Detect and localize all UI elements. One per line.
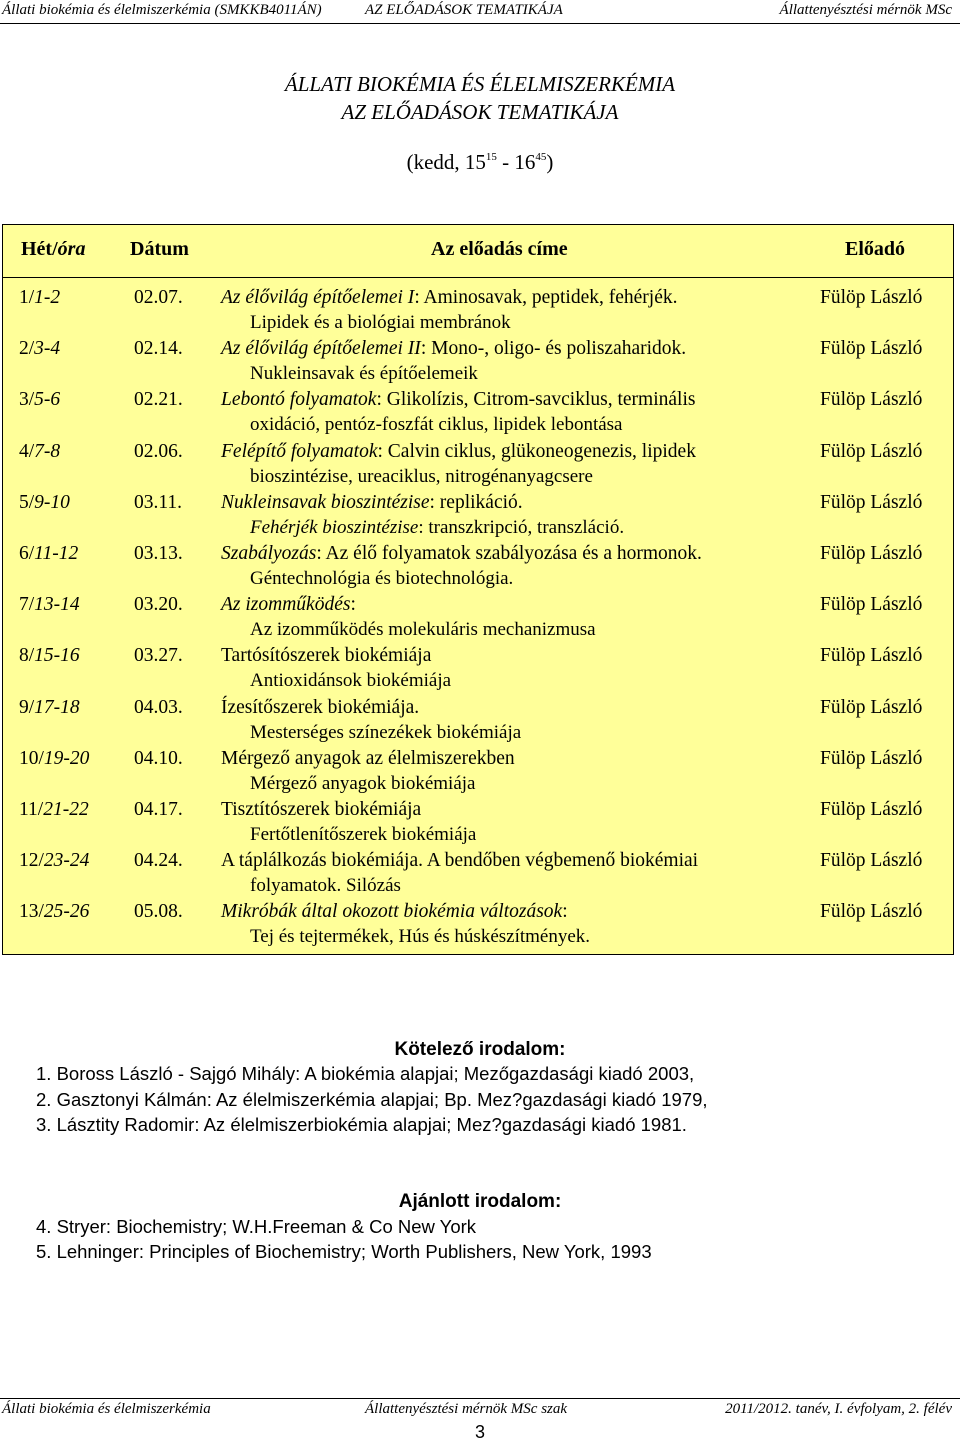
table-row <box>3 748 953 799</box>
cell-title-line2: Antioxidánsok biokémiája <box>250 670 452 692</box>
header-presenter: Előadó <box>845 238 906 260</box>
table-row <box>3 287 953 338</box>
cell-title-line1: Mérgező anyagok az élelmiszerekben <box>221 747 515 769</box>
header-title: Az előadás címe <box>431 238 568 260</box>
table-row <box>3 697 953 748</box>
header-center: AZ ELŐADÁSOK TEMATIKÁJA <box>365 2 563 18</box>
cell-title-line1: A táplálkozás biokémiája. A bendőben végbemenő biokémiai <box>221 850 699 872</box>
cell-date: 02.21. <box>134 389 183 411</box>
cell-title-line1: Tartósítószerek biokémiája <box>221 645 432 667</box>
cell-title-line2: Az izomműködés molekuláris mechanizmusa <box>250 619 596 641</box>
time-sup-end: 45 <box>535 151 547 163</box>
cell-title-line1: Mikróbák által okozott biokémia változások: <box>221 901 568 923</box>
header-het: Hét/óra <box>21 238 86 260</box>
cell-presenter: Fülöp László <box>820 287 923 308</box>
header-right: Állattenyésztési mérnök MSc <box>779 2 952 18</box>
document-title-line1: ÁLLATI BIOKÉMIA ÉS ÉLELMISZERKÉMIA <box>284 72 676 96</box>
table-row <box>3 594 953 645</box>
table-row <box>3 850 953 901</box>
footer-rule <box>0 1398 960 1399</box>
cell-title-line1: Tisztítószerek biokémiája <box>221 799 422 820</box>
cell-het: 7/13-14 <box>19 594 80 616</box>
required-literature-item: 3. Lásztity Radomir: Az élelmiszerbiokémia alapjai; Mez?gazdasági kiadó 1981. <box>36 1114 687 1135</box>
cell-title-line2: Géntechnológia és biotechnológia. <box>250 568 514 589</box>
table-header <box>3 225 953 278</box>
table-row <box>3 492 953 543</box>
cell-date: 03.27. <box>134 645 183 667</box>
cell-het: 10/19-20 <box>19 747 90 769</box>
cell-het: 4/7-8 <box>19 440 61 462</box>
cell-het: 12/23-24 <box>19 850 90 872</box>
cell-title-line1: Felépítő folyamatok: Calvin ciklus, glükoneogenezis, lipidek <box>221 440 696 462</box>
table-row <box>3 799 953 850</box>
cell-title-line2: Nukleinsavak és építőelemeik <box>250 363 478 385</box>
cell-het: 11/21-22 <box>19 799 89 820</box>
cell-het: 5/9-10 <box>19 491 70 513</box>
header-left: Állati biokémia és élelmiszerkémia (SMKKB4011ÁN) <box>2 2 322 18</box>
cell-title-line2: oxidáció, pentóz-foszfát ciklus, lipidek lebontása <box>250 414 623 436</box>
cell-date: 03.13. <box>134 543 183 564</box>
cell-presenter: Fülöp László <box>820 389 923 411</box>
cell-title-line1: Az élővilág építőelemei II: Mono-, oligo- és poliszaharidok. <box>221 338 687 360</box>
cell-presenter: Fülöp László <box>820 901 923 923</box>
cell-title-line2: Tej és tejtermékek, Hús és húskészítmények. <box>250 926 591 948</box>
cell-date: 03.11. <box>134 491 183 513</box>
table-row <box>3 441 953 492</box>
cell-date: 04.10. <box>134 747 183 769</box>
recommended-literature-heading: Ajánlott irodalom: <box>398 1191 562 1212</box>
cell-title-line1: Az élővilág építőelemei I: Aminosavak, peptidek, fehérjék. <box>221 287 678 308</box>
cell-title-line2: Fehérjék bioszintézise: transzkripció, transzláció. <box>250 516 625 538</box>
cell-title-line1: Nukleinsavak bioszintézise: replikáció. <box>221 491 523 513</box>
cell-date: 04.17. <box>134 799 183 820</box>
recommended-literature-item: 4. Stryer: Biochemistry; W.H.Freeman & Co New York <box>36 1216 477 1237</box>
cell-title-line1: Az izomműködés: <box>221 594 356 616</box>
cell-date: 02.06. <box>134 440 183 462</box>
cell-presenter: Fülöp László <box>820 850 923 872</box>
schedule-table <box>2 224 954 955</box>
time-sup-start: 15 <box>485 151 497 163</box>
table-row <box>3 901 953 952</box>
cell-title-line2: bioszintézise, ureaciklus, nitrogénanyagcsere <box>250 465 593 487</box>
time-suffix: ) <box>546 150 554 174</box>
cell-het: 8/15-16 <box>19 645 80 667</box>
cell-title-line2: Fertőtlenítőszerek biokémiája <box>250 824 477 845</box>
document-title-line2: AZ ELŐADÁSOK TEMATIKÁJA <box>341 100 619 124</box>
table-row <box>3 543 953 594</box>
cell-presenter: Fülöp László <box>820 645 923 667</box>
cell-date: 05.08. <box>134 901 183 923</box>
cell-title-line1: Szabályozás: Az élő folyamatok szabályozása és a hormonok. <box>221 543 702 564</box>
required-literature-item: 2. Gasztonyi Kálmán: Az élelmiszerkémia alapjai; Bp. Mez?gazdasági kiadó 1979, <box>36 1089 708 1110</box>
cell-het: 6/11-12 <box>19 543 79 564</box>
cell-date: 04.03. <box>134 696 183 718</box>
table-row <box>3 338 953 389</box>
cell-presenter: Fülöp László <box>820 594 923 616</box>
required-literature-item: 1. Boross László - Sajgó Mihály: A biokémia alapjai; Mezőgazdasági kiadó 2003, <box>36 1063 695 1084</box>
cell-presenter: Fülöp László <box>820 440 923 462</box>
cell-het: 13/25-26 <box>19 901 90 923</box>
cell-title-line1: Ízesítőszerek biokémiája. <box>221 696 420 718</box>
cell-title-line2: Mérgező anyagok biokémiája <box>250 772 476 794</box>
page-number: 3 <box>474 1422 485 1442</box>
cell-presenter: Fülöp László <box>820 491 923 513</box>
cell-date: 03.20. <box>134 594 183 616</box>
header-date: Dátum <box>130 238 189 260</box>
footer-center: Állattenyésztési mérnök MSc szak <box>365 1401 568 1417</box>
required-literature-heading: Kötelező irodalom: <box>394 1039 566 1060</box>
footer-left: Állati biokémia és élelmiszerkémia <box>2 1401 211 1417</box>
cell-presenter: Fülöp László <box>820 799 923 820</box>
cell-title-line2: folyamatok. Silózás <box>250 875 401 897</box>
lecture-time: (kedd, $15^{15} - 16^{45}$) <box>406 150 554 174</box>
table-row <box>3 645 953 696</box>
cell-date: 04.24. <box>134 850 183 872</box>
cell-presenter: Fülöp László <box>820 543 923 564</box>
cell-title-line1: Lebontó folyamatok: Glikolízis, Citrom-savciklus, terminális <box>221 389 696 411</box>
cell-title-line2: Lipidek és a biológiai membránok <box>250 312 511 333</box>
cell-presenter: Fülöp László <box>820 747 923 769</box>
cell-het: 2/3-4 <box>19 338 61 360</box>
cell-date: 02.07. <box>134 287 183 308</box>
footer-right: 2011/2012. tanév, I. évfolyam, 2. félév <box>725 1401 952 1417</box>
cell-presenter: Fülöp László <box>820 696 923 718</box>
time-mid: - 16 <box>496 150 536 174</box>
cell-presenter: Fülöp László <box>820 338 923 360</box>
cell-title-line2: Mesterséges színezékek biokémiája <box>250 721 522 743</box>
cell-het: 1/1-2 <box>19 287 61 308</box>
recommended-literature-item: 5. Lehninger: Principles of Biochemistry; Worth Publishers, New York, 1993 <box>36 1241 652 1262</box>
cell-het: 9/17-18 <box>19 696 80 718</box>
header-rule <box>0 23 960 24</box>
cell-het: 3/5-6 <box>19 389 61 411</box>
cell-date: 02.14. <box>134 338 183 360</box>
table-row <box>3 389 953 440</box>
